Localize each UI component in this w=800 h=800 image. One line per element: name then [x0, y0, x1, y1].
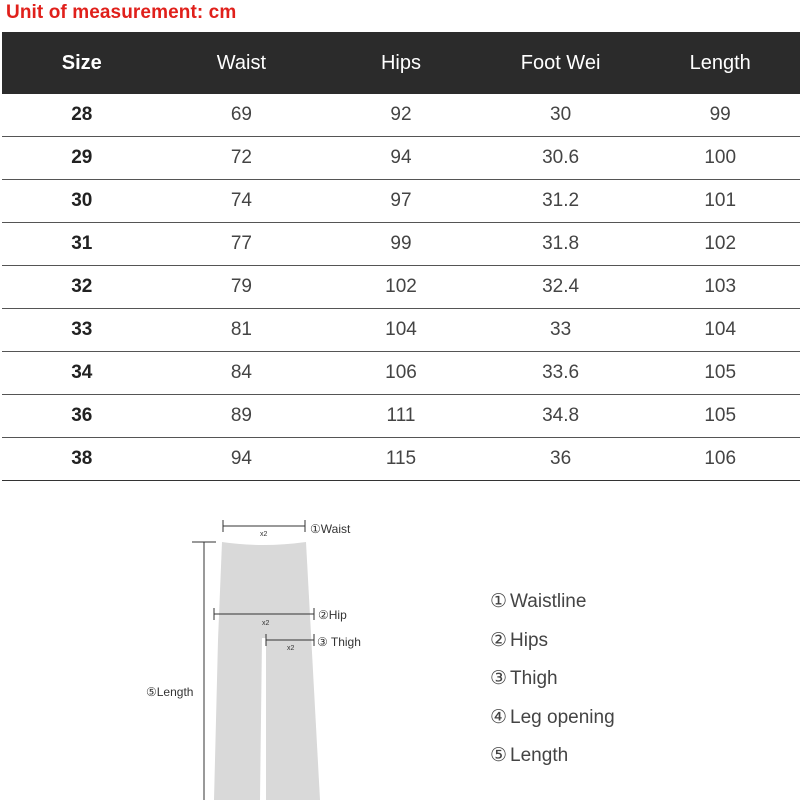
table-body [2, 94, 800, 481]
pants-shape [214, 542, 320, 800]
cell-hips: 99 [321, 223, 481, 266]
cell-waist: 74 [162, 180, 322, 223]
cell-waist: 69 [162, 94, 322, 137]
table-row [2, 395, 800, 438]
waist-label: ①Waist [310, 522, 351, 536]
cell-size: 33 [2, 309, 162, 352]
table-row [2, 223, 800, 266]
table-row [2, 438, 800, 481]
cell-waist: 81 [162, 309, 322, 352]
legend-text: Waistline [510, 591, 587, 612]
header-foot-width: Foot Wei [481, 32, 641, 94]
cell-size: 28 [2, 94, 162, 137]
measurement-legend [490, 590, 615, 783]
legend-item [490, 667, 615, 706]
legend-item [490, 706, 615, 745]
cell-size: 29 [2, 137, 162, 180]
cell-hips: 115 [321, 438, 481, 481]
cell-size: 38 [2, 438, 162, 481]
cell-length: 106 [640, 438, 800, 481]
legend-item [490, 590, 615, 629]
legend-number: ⑤ [490, 745, 508, 766]
cell-length: 104 [640, 309, 800, 352]
cell-hips: 106 [321, 352, 481, 395]
cell-length: 105 [640, 352, 800, 395]
cell-length: 105 [640, 395, 800, 438]
legend-item [490, 744, 615, 783]
legend-number: ① [490, 591, 508, 612]
cell-waist: 84 [162, 352, 322, 395]
cell-size: 31 [2, 223, 162, 266]
cell-size: 36 [2, 395, 162, 438]
measurement-diagram [0, 480, 800, 800]
cell-length: 103 [640, 266, 800, 309]
cell-hips: 111 [321, 395, 481, 438]
cell-hips: 97 [321, 180, 481, 223]
cell-foot-width: 30 [481, 94, 641, 137]
legend-number: ③ [490, 668, 508, 689]
header-length: Length [640, 32, 800, 94]
legend-number: ② [490, 629, 508, 651]
cell-waist: 89 [162, 395, 322, 438]
cell-size: 32 [2, 266, 162, 309]
legend-text: Length [510, 745, 569, 766]
length-measure-line [192, 542, 216, 800]
cell-foot-width: 31.2 [481, 180, 641, 223]
table-row [2, 309, 800, 352]
header-hips: Hips [321, 32, 481, 94]
cell-hips: 92 [321, 94, 481, 137]
legend-text: Thigh [510, 668, 558, 689]
cell-foot-width: 32.4 [481, 266, 641, 309]
cell-size: 30 [2, 180, 162, 223]
length-label: ⑤Length [146, 685, 194, 699]
unit-note: Unit of measurement: cm [6, 2, 237, 23]
cell-hips: 94 [321, 137, 481, 180]
table-row [2, 94, 800, 137]
cell-hips: 102 [321, 266, 481, 309]
legend-text: Hips [510, 629, 549, 651]
cell-foot-width: 36 [481, 438, 641, 481]
cell-waist: 77 [162, 223, 322, 266]
cell-foot-width: 34.8 [481, 395, 641, 438]
cell-length: 101 [640, 180, 800, 223]
cell-length: 99 [640, 94, 800, 137]
legend-number: ④ [490, 706, 508, 728]
legend-item [490, 629, 615, 668]
cell-length: 100 [640, 137, 800, 180]
hip-label: ②Hip [318, 608, 347, 622]
legend-text: Leg opening [510, 706, 615, 728]
size-chart-table [2, 32, 800, 481]
cell-waist: 72 [162, 137, 322, 180]
table-header-row [2, 32, 800, 94]
hip-x2-label: x2 [262, 620, 270, 627]
thigh-label: ③ Thigh [317, 635, 361, 649]
cell-waist: 94 [162, 438, 322, 481]
cell-waist: 79 [162, 266, 322, 309]
waist-x2-label: x2 [260, 531, 268, 538]
table-row [2, 137, 800, 180]
cell-size: 34 [2, 352, 162, 395]
header-waist: Waist [162, 32, 322, 94]
cell-hips: 104 [321, 309, 481, 352]
table-row [2, 352, 800, 395]
thigh-x2-label: x2 [287, 645, 295, 652]
pants-illustration [0, 480, 800, 800]
table-row [2, 266, 800, 309]
cell-length: 102 [640, 223, 800, 266]
cell-foot-width: 31.8 [481, 223, 641, 266]
cell-foot-width: 30.6 [481, 137, 641, 180]
header-size: Size [2, 32, 162, 94]
cell-foot-width: 33.6 [481, 352, 641, 395]
cell-foot-width: 33 [481, 309, 641, 352]
table-row [2, 180, 800, 223]
